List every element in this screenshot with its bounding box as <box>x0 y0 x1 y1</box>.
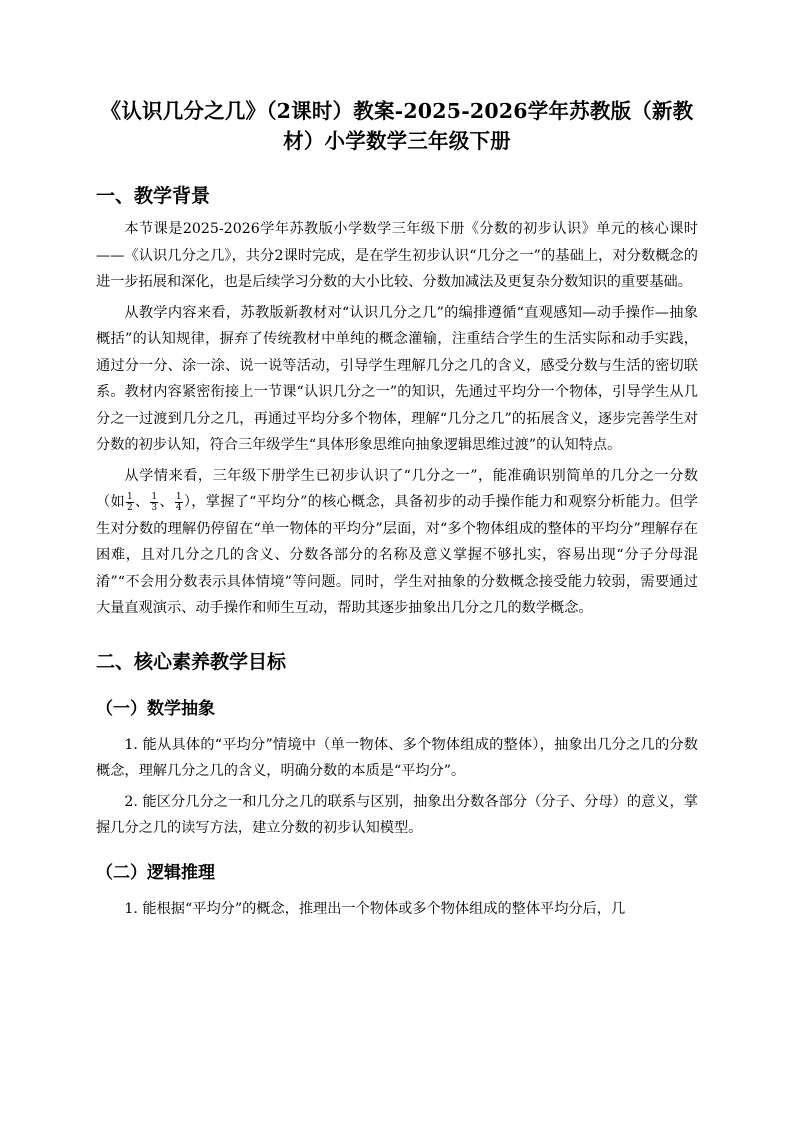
paragraph-abstraction-2: 2. 能区分几分之一和几分之几的联系与区别，抽象出分数各部分（分子、分母）的意义，掌握几分之几的读写方法，建立分数的初步认知模型。 <box>96 793 698 836</box>
separator: 、 <box>134 494 150 510</box>
paragraph-abstraction-1: 1. 能从具体的“平均分”情境中（单一物体、多个物体组成的整体），抽象出几分之几的分数概念，理解几分之几的含义，明确分数的本质是“平均分”。 <box>96 736 698 779</box>
paragraph-background-2: 从教学内容来看，苏教版新教材对“认识几分之几”的编排遵循“直观感知—动手操作—抽象概括”的认知规律，摒弃了传统教材中单纯的概念灌输，注重结合学生的生活实际和动手实践，通过分一分、涂一涂、说一说等活动，引导学生理解几分之几的含义，感受分数与生活的密切联系。教材内容紧密衔接上一节课“认识几分之一”的知识，先通过平均分一个物体，引导学生从几分之一过渡到几分之几，再通过平均分多个物体，理解“几分之几”的拓展含义，逐步完善学生对分数的初步认知，符合三年级学生“具体形象思维向抽象逻辑思维过渡”的认知特点。 <box>96 304 698 453</box>
fraction-denominator: 4 <box>175 502 182 513</box>
paragraph-background-3 <box>96 463 698 622</box>
section-heading-goals: 二、核心素养教学目标 <box>96 650 287 673</box>
fraction-one-quarter <box>175 492 183 513</box>
fraction-one-third <box>150 492 158 513</box>
section-heading-background: 一、教学背景 <box>96 185 211 207</box>
fraction-numerator: 1 <box>126 491 133 502</box>
fraction-numerator: 1 <box>175 491 182 502</box>
fraction-one-half <box>126 492 134 513</box>
fraction-denominator: 2 <box>126 502 133 513</box>
paragraph-background-1: 本节课是2025-2026学年苏教版小学数学三年级下册《分数的初步认识》单元的核心课时——《认识几分之几》，共分2课时完成，是在学生初步认识“几分之一”的基础上，对分数概念的进一步拓展和深化，也是后续学习分数的大小比较、分数加减法及更复杂分数知识的重要基础。 <box>96 221 698 290</box>
document-page <box>96 96 698 926</box>
document-title: 《认识几分之几》（2课时）教案-2025-2026学年苏教版（新教材）小学数学三年级下册 <box>100 99 694 153</box>
text-segment: ），掌握了“平均分”的核心概念，具备初步的动手操作能力和观察分析能力。但学生对分数的理解仍停留在“单一物体的平均分”层面，对“多个物体组成的整体的平均分”理解存在困难，且对几分之几的含义、分数各部分的名称及意义掌握不够扎实，容易出现“分子分母混淆”“不会用分数表示具体情境”等问题。同时，学生对抽象的分数概念接受能力较弱，需要通过大量直观演示、动手操作和师生互动，帮助其逐步抽象出几分之几的数学概念。 <box>96 494 698 616</box>
paragraph-reasoning-1: 1. 能根据“平均分”的概念，推理出一个物体或多个物体组成的整体平均分后，几 <box>124 900 626 917</box>
subsection-heading-abstraction: （一）数学抽象 <box>96 698 215 719</box>
separator: 、 <box>159 494 174 510</box>
subsection-heading-reasoning: （二）逻辑推理 <box>96 862 215 883</box>
fraction-numerator: 1 <box>151 491 158 502</box>
text-segment: 从学情来看，三年级下册学生已初步认识了“几分之一”，能准确识别简单的几分之一分数（如 <box>96 467 698 510</box>
fraction-denominator: 3 <box>151 502 158 513</box>
